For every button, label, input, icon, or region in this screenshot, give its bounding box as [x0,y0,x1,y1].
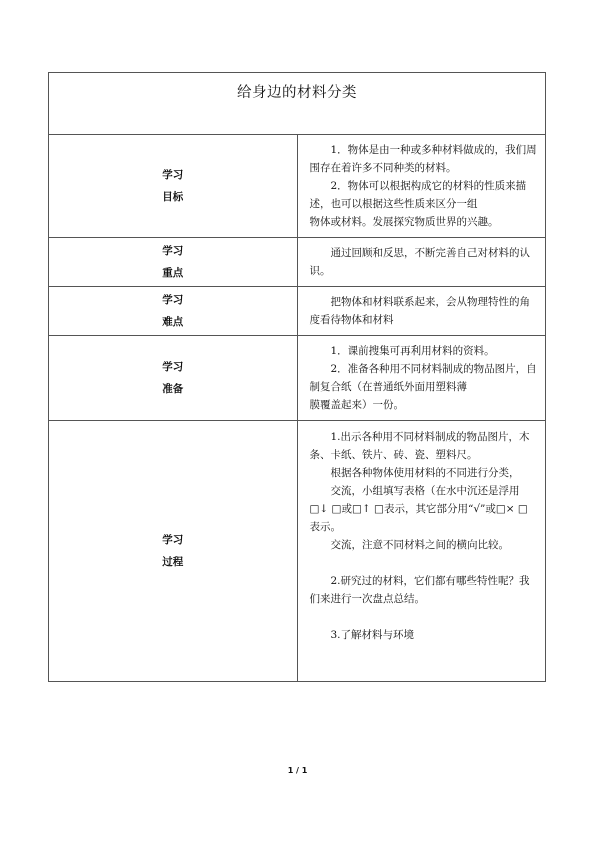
process-line-6: 2.研究过的材料，它们都有哪些特性呢？我们来进行一次盘点总结。 [309,575,530,605]
process-line-1: 1.出示各种用不同材料制成的物品图片，木条、卡纸、铁片、砖、瓷、塑料尺。 [309,431,530,461]
difficulty-text: 把物体和材料联系起来，会从物理特性的角度看待物体和材料 [309,296,530,326]
key-text: 通过回顾和反思，不断完善自己对材料的认识。 [309,247,530,277]
process-row [49,421,546,682]
goal-content [297,135,546,238]
prep-line-2: 2．准备各种用不同材料制成的物品图片，自制复合纸（在普通纸外面用塑料薄 [309,363,537,393]
lesson-plan-table [48,72,546,682]
spacer [310,554,538,572]
goal-line-1: 1．物体是由一种或多种材料做成的，我们周围存在着许多不同种类的材料。 [309,144,537,174]
prep-line-3: 膜覆盖起来）一份。 [309,399,404,411]
goal-line-3: 物体或材料。发展探究物质世界的兴趣。 [309,216,499,228]
key-content [297,238,546,287]
key-row [49,238,546,287]
goal-label: 学习 目标 [49,135,298,238]
document-title: 给身边的材料分类 [237,85,357,101]
key-label: 学习 重点 [49,238,298,287]
prep-content [297,336,546,421]
difficulty-content [297,287,546,336]
prep-label: 学习 准备 [49,336,298,421]
goal-row [49,135,546,238]
difficulty-label: 学习 难点 [49,287,298,336]
process-line-7: 3.了解材料与环境 [330,629,415,641]
process-line-5: 交流，注意不同材料之间的横向比较。 [330,539,509,551]
process-label: 学习 过程 [49,421,298,682]
spacer [310,608,538,626]
title-cell [49,73,546,135]
process-line-4: 表示。 [309,521,341,533]
prep-row [49,336,546,421]
prep-line-1: 1．课前搜集可再利用材料的资料。 [330,345,495,357]
goal-line-2: 2．物体可以根据构成它的材料的性质来描述，也可以根据这些性质来区分一组 [309,180,527,210]
process-content [297,421,546,682]
page-number: 1 / 1 [287,766,308,775]
process-line-3: 交流，小组填写表格（在水中沉还是浮用□↓ □或□↑ □表示，其它部分用“√”或□× □ [309,485,528,515]
process-line-2: 根据各种物体使用材料的不同进行分类， [330,467,520,479]
difficulty-row [49,287,546,336]
